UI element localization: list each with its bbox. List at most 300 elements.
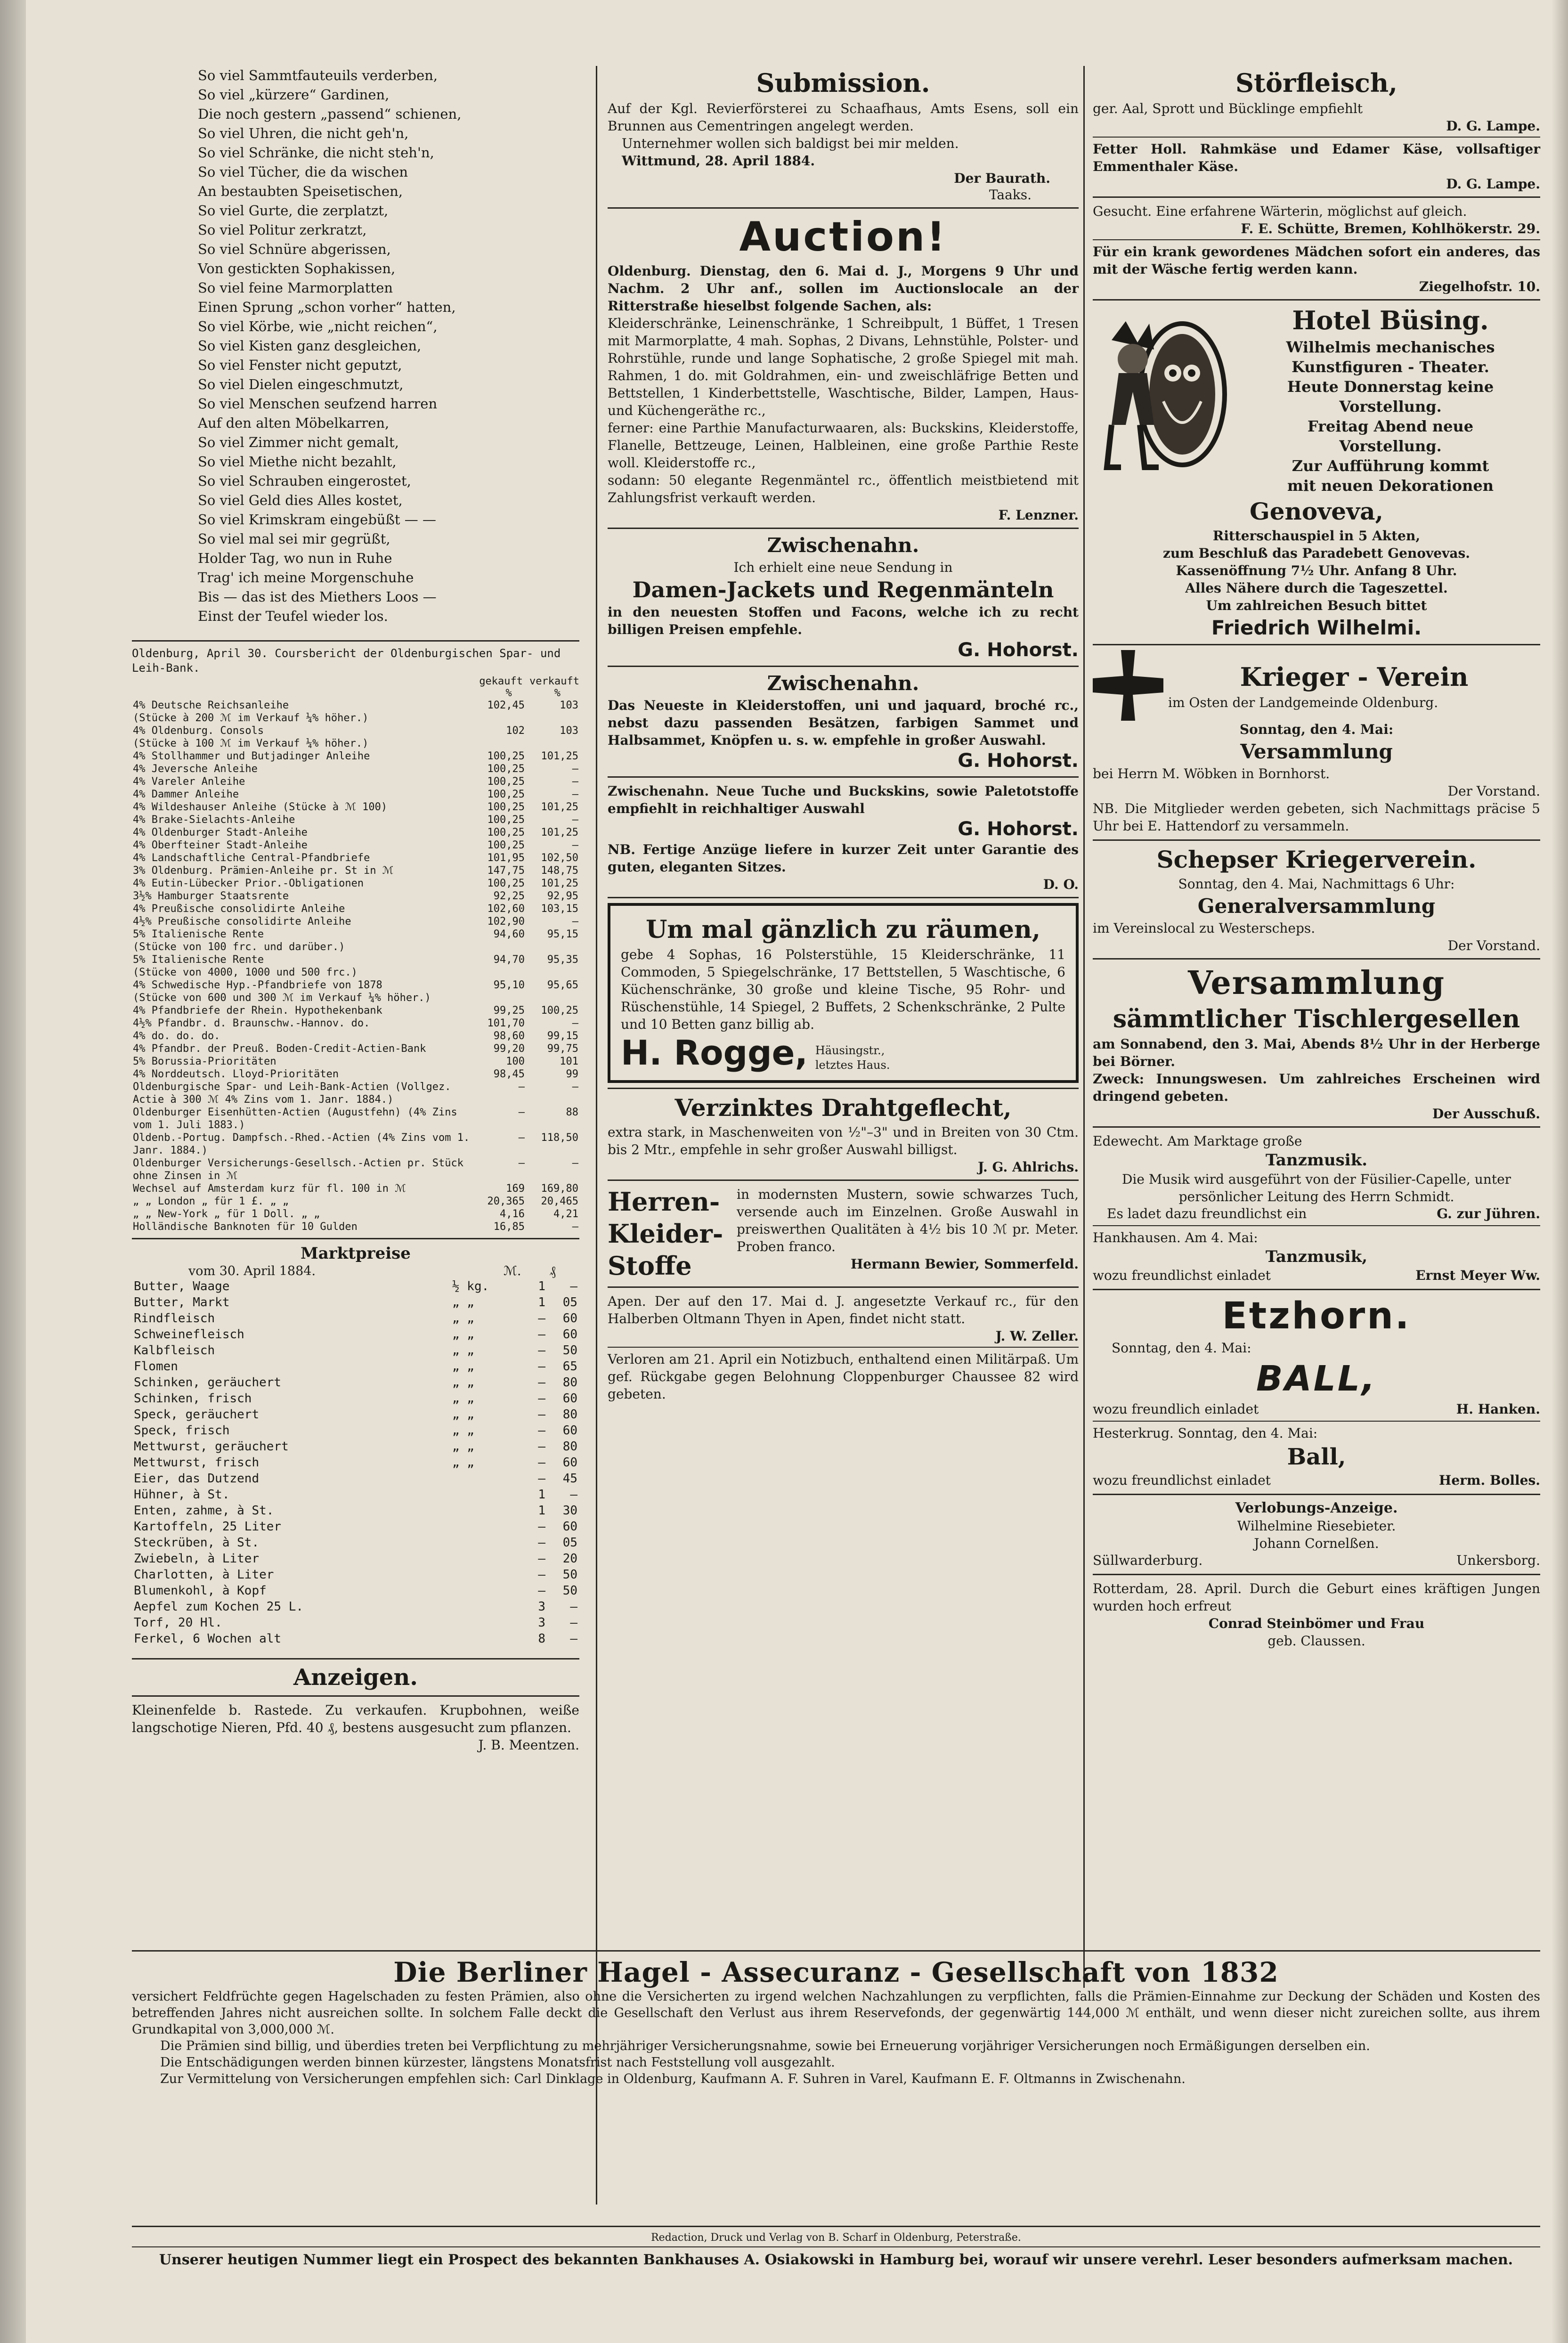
course-name: 4% Pfandbriefe der Rhein. Hypothekenbank xyxy=(133,1005,382,1017)
market-pfennig: 60 xyxy=(562,1327,577,1342)
market-unit: „ „ xyxy=(452,1456,474,1470)
course-sold: — xyxy=(572,1157,578,1169)
poem-line: So viel Geld dies Alles kostet, xyxy=(198,492,403,508)
ad-auction xyxy=(608,213,1079,523)
hotel-l4: Alles Nähere durch die Tageszettel. xyxy=(1185,580,1448,596)
jester-owl-illustration xyxy=(1093,307,1234,481)
market-item: Enten, zahme, à St. xyxy=(134,1504,274,1518)
market-row xyxy=(132,1631,579,1647)
poem-line: So viel Miethe nicht bezahlt, xyxy=(198,454,397,470)
etzhorn-event: BALL, xyxy=(1256,1359,1377,1399)
course-bought: 100,25 xyxy=(487,776,525,788)
market-unit: „ „ xyxy=(452,1440,474,1454)
herren-sig: Hermann Bewier, Sommerfeld. xyxy=(850,1256,1079,1272)
course-bought: 16,85 xyxy=(493,1221,525,1233)
market-pfennig: 50 xyxy=(562,1568,577,1582)
divider xyxy=(1093,958,1540,960)
market-mark: 8 xyxy=(538,1632,545,1646)
ads-title: Anzeigen. xyxy=(293,1664,418,1691)
market-mark: — xyxy=(538,1407,545,1422)
course-bought: — xyxy=(518,1157,525,1169)
course-bought xyxy=(472,966,526,979)
course-bought: 100 xyxy=(506,1056,525,1067)
stoer-sig: D. G. Lampe. xyxy=(1446,118,1540,134)
ad-hotel-buesing xyxy=(1093,305,1540,639)
market-pfennig: 05 xyxy=(562,1536,577,1550)
krieger-title: Krieger - Verein xyxy=(1240,661,1469,692)
course-bought: 102,60 xyxy=(487,903,525,915)
hagel-p1: versichert Feldfrüchte gegen Hagelschaden zu festen Prämien, also ohne die Versicherten zu irgend welchen Nachzahlungen zu verpflichten, falls die Prämien-Einnahme zur Deckung der Schäden und Kosten des betreffenden Jahres nicht ausreichen sollte. In solchem Falle deckt die Gesellschaft den Verlust aus ihrem Reservefonds, der gegenwärtig 144,000 ℳ enthält, und wenn dieser nicht zureichen sollte, aus ihrem Grundkapital von 3,000,000 ℳ. xyxy=(132,1989,1540,2037)
market-row xyxy=(132,1471,579,1487)
submission-title: Submission. xyxy=(756,68,930,98)
submission-text2: Unternehmer wollen sich baldigst bei mir melden. xyxy=(622,136,959,151)
column-3 xyxy=(1093,66,1540,1650)
course-bought: 101,95 xyxy=(487,852,525,864)
verlobung-n2: Johann Cornelßen. xyxy=(1254,1536,1379,1551)
course-sold: 169,80 xyxy=(541,1183,578,1195)
course-sold xyxy=(526,941,579,953)
market-mark: 1 xyxy=(538,1279,545,1294)
market-mark: — xyxy=(538,1440,545,1454)
divider xyxy=(1093,644,1540,645)
krieger-event: Versammlung xyxy=(1240,740,1393,763)
ad-zwischenahn-3 xyxy=(608,782,1079,892)
stoer-text2: Fetter Holl. Rahmkäse und Edamer Käse, vollsaftiger Emmenthaler Käse. xyxy=(1093,141,1540,174)
course-name: „ „ London „ für 1 £. „ „ xyxy=(133,1196,289,1207)
hank-text: Hankhausen. Am 4. Mai: xyxy=(1093,1230,1258,1245)
auction-sodann: sodann: 50 elegante Regenmäntel rc., öffentlich meistbietend mit Zahlungsfrist verkauft werden. xyxy=(608,472,1079,505)
market-mark: — xyxy=(538,1520,545,1534)
zw3-text: Zwischenahn. Neue Tuche und Buckskins, sowie Paletotstoffe empfiehlt in reichhaltiger Auswahl xyxy=(608,783,1079,816)
hester-sig: Herm. Bolles. xyxy=(1438,1473,1540,1488)
course-bought: 100,25 xyxy=(487,801,525,813)
market-row xyxy=(132,1423,579,1439)
market-item: Charlotten, à Liter xyxy=(134,1568,274,1582)
course-name: 4% Oldenburger Stadt-Anleihe xyxy=(133,827,308,838)
course-row xyxy=(132,724,579,737)
market-item: Mettwurst, geräuchert xyxy=(134,1440,289,1454)
market-unit: „ „ xyxy=(452,1424,474,1438)
course-name: 4% Vareler Anleihe xyxy=(133,776,245,788)
poem-line: So viel Kisten ganz desgleichen, xyxy=(198,338,422,354)
col-mark: ℳ. xyxy=(504,1264,521,1278)
market-unit: „ „ xyxy=(452,1343,474,1358)
market-item: Butter, Markt xyxy=(134,1295,230,1310)
market-item: Zwiebeln, à Liter xyxy=(134,1552,260,1566)
market-pfennig: 80 xyxy=(562,1407,577,1422)
poem-line: So viel Sammtfauteuils verderben, xyxy=(198,67,438,83)
tischler-title: Versammlung xyxy=(1187,964,1446,1002)
market-pfennig: 60 xyxy=(562,1424,577,1438)
market-unit xyxy=(450,1471,515,1487)
course-name: Oldenburgische Spar- und Leih-Bank-Actien (Vollgez. Actie à 300 ℳ 4% Zins vom 1. Janr. 1884.) xyxy=(133,1081,451,1106)
course-name: Wechsel auf Amsterdam kurz für fl. 100 in ℳ xyxy=(133,1183,406,1195)
raeumen-name: H. Rogge, xyxy=(621,1033,808,1073)
course-row xyxy=(132,1208,579,1220)
schepser-title: Schepser Kriegerverein. xyxy=(1156,846,1477,873)
divider xyxy=(1093,137,1540,138)
market-prices xyxy=(132,1244,579,1647)
course-sold: 95,15 xyxy=(547,928,578,940)
course-sold: — xyxy=(572,763,578,775)
krieger-nb: NB. Die Mitglieder werden gebeten, sich Nachmittags präcise 5 Uhr bei E. Hattendorf zu versammeln. xyxy=(1093,801,1540,834)
divider xyxy=(132,1950,1540,1952)
market-unit: „ „ xyxy=(452,1359,474,1374)
market-pfennig: 65 xyxy=(562,1359,577,1374)
course-name: (Stücke à 200 ℳ im Verkauf ¼% höher.) xyxy=(133,712,369,724)
course-name: 4% Preußische consolidirte Anleihe xyxy=(133,903,345,915)
course-name: (Stücke von 600 und 300 ℳ im Verkauf ¼% höher.) xyxy=(133,992,431,1004)
market-unit: „ „ xyxy=(452,1375,474,1390)
ad-etzhorn xyxy=(1093,1295,1540,1418)
course-sold: — xyxy=(572,1017,578,1029)
course-bought: — xyxy=(518,1081,525,1093)
poem-line: Trag' ich meine Morgenschuhe xyxy=(198,569,414,586)
course-sold: 99 xyxy=(566,1068,578,1080)
course-name: Oldenburger Versicherungs-Gesellsch.-Actien pr. Stück ohne Zinsen in ℳ xyxy=(133,1157,463,1182)
course-row xyxy=(132,953,579,966)
market-unit xyxy=(450,1567,515,1583)
market-pfennig: 60 xyxy=(562,1391,577,1406)
course-row xyxy=(132,1157,579,1182)
poem-line: Holder Tag, wo nun in Ruhe xyxy=(198,550,392,566)
schepser-sig: Der Vorstand. xyxy=(1447,938,1540,953)
rotterdam-n1: Conrad Steinbömer und Frau xyxy=(1208,1616,1425,1631)
auction-ferner: ferner: eine Parthie Manufacturwaaren, als: Buckskins, Kleiderstoffe, Flanelle, Bettzeuge, Leinen, Halbleinen, eine große Parthie Reste woll. Kleiderstoffe rc., xyxy=(608,420,1079,471)
krieger-where: bei Herrn M. Wöbken in Bornhorst. xyxy=(1093,766,1330,781)
poem-line: So viel Schnüre abgerissen, xyxy=(198,241,391,257)
course-bought: 4,16 xyxy=(500,1208,525,1220)
auction-sig: F. Lenzner. xyxy=(998,507,1079,523)
krieger-sig: Der Vorstand. xyxy=(1447,783,1540,799)
verlobung-title: Verlobungs-Anzeige. xyxy=(1235,1500,1398,1516)
course-sold: — xyxy=(572,1081,578,1093)
market-unit xyxy=(450,1583,515,1599)
poem-line: So viel Menschen seufzend harren xyxy=(198,396,438,412)
course-row xyxy=(132,915,579,928)
course-bought: 98,60 xyxy=(493,1030,525,1042)
market-mark: — xyxy=(538,1456,545,1470)
herren-title2: Kleider- xyxy=(608,1219,723,1249)
herren-text: in modernsten Mustern, sowie schwarzes Tuch, versende auch im Einzelnen. Große Auswahl in preiswerthen Qualitäten à 4½ bis 10 ℳ pr. Meter. Proben franco. xyxy=(737,1187,1079,1254)
course-row xyxy=(132,788,579,801)
market-row xyxy=(132,1326,579,1342)
edewecht-title: Tanzmusik. xyxy=(1265,1151,1368,1170)
market-mark: — xyxy=(538,1391,545,1406)
market-row xyxy=(132,1487,579,1503)
market-unit: ½ kg. xyxy=(452,1279,489,1294)
divider xyxy=(608,1180,1079,1181)
course-bought: 98,45 xyxy=(493,1068,525,1080)
divider xyxy=(608,897,1079,898)
course-bought: 100,25 xyxy=(487,763,525,775)
course-sold: — xyxy=(572,916,578,927)
market-pfennig: — xyxy=(570,1279,577,1294)
hotel-play: Genoveva, xyxy=(1250,497,1383,525)
market-mark: — xyxy=(538,1536,545,1550)
course-row xyxy=(132,877,579,890)
ad-gesucht: Gesucht. Eine erfahrene Wärterin, möglichst auf gleich. xyxy=(1093,203,1467,219)
zw2-title: Zwischenahn. xyxy=(767,672,919,695)
course-row xyxy=(132,1182,579,1195)
poem-line: So viel Krimskram eingebüßt — — xyxy=(198,512,437,528)
course-row xyxy=(132,979,579,992)
course-name: 4% Deutsche Reichsanleihe xyxy=(133,700,289,711)
market-table xyxy=(132,1278,579,1647)
course-sold: 95,35 xyxy=(547,954,578,966)
market-item: Flomen xyxy=(134,1359,178,1374)
unit-percent: % xyxy=(554,687,561,699)
page-edge xyxy=(1552,0,1568,2343)
zw2-text: Das Neueste in Kleiderstoffen, uni und jaquard, broché rc., nebst dazu passenden Besätzen, farbigen Sammet und Halbsammet, Knöpfen u. s. w. empfehle in großer Auswahl. xyxy=(608,698,1079,748)
course-sold: 101,25 xyxy=(541,878,578,889)
zw1-l2: Damen-Jackets und Regenmänteln xyxy=(632,577,1054,602)
market-item: Steckrüben, à St. xyxy=(134,1536,260,1550)
market-mark: 1 xyxy=(538,1295,545,1310)
submission-sig1: Der Baurath. xyxy=(954,171,1050,186)
ad-zwischenahn-2 xyxy=(608,672,1079,772)
hotel-l2: zum Beschluß das Paradebett Genovevas. xyxy=(1162,545,1471,561)
course-row xyxy=(132,801,579,814)
divider xyxy=(132,640,579,642)
market-item: Speck, geräuchert xyxy=(134,1407,260,1422)
course-row xyxy=(132,1068,579,1081)
market-pfennig: 80 xyxy=(562,1440,577,1454)
course-bought: 99,20 xyxy=(493,1043,525,1055)
course-bought: 99,25 xyxy=(493,1005,525,1017)
auction-lead: Oldenburg. Dienstag, den 6. Mai d. J., Morgens 9 Uhr und Nachm. 2 Uhr anf., sollen im Auctionslocale an der Ritterstraße hieselbst folgende Sachen, als: xyxy=(608,263,1079,314)
market-item: Ferkel, 6 Wochen alt xyxy=(134,1632,282,1646)
tischler-sub: sämmtlicher Tischlergesellen xyxy=(1113,1005,1520,1033)
market-row xyxy=(132,1310,579,1326)
course-row xyxy=(132,1081,579,1106)
course-sold: — xyxy=(572,776,578,788)
market-item: Blumenkohl, à Kopf xyxy=(134,1584,267,1598)
course-bought: 100,25 xyxy=(487,750,525,762)
course-name: 5% Italienische Rente xyxy=(133,928,264,940)
course-row xyxy=(132,699,579,712)
course-name: 4% Landschaftliche Central-Pfandbriefe xyxy=(133,852,370,864)
ad-hankhausen xyxy=(1093,1229,1540,1284)
course-bought xyxy=(472,737,526,750)
divider xyxy=(1093,1225,1540,1226)
poem xyxy=(132,66,579,626)
market-item: Kalbfleisch xyxy=(134,1343,215,1358)
schepser-date: Sonntag, den 4. Mai, Nachmittags 6 Uhr: xyxy=(1178,876,1455,892)
course-name: Oldenburger Eisenhütten-Actien (Augustfehn) (4% Zins vom 1. Juli 1883.) xyxy=(133,1106,457,1131)
course-row xyxy=(132,1042,579,1055)
ad-maedchen: Für ein krank gewordenes Mädchen sofort ein anderes, das mit der Wäsche fertig werden kann. xyxy=(1093,244,1540,277)
course-bought: 147,75 xyxy=(487,865,525,877)
market-mark: — xyxy=(538,1359,545,1374)
course-sold: 101,25 xyxy=(541,750,578,762)
poem-line: An bestaubten Speisetischen, xyxy=(198,183,403,199)
divider xyxy=(608,528,1079,529)
course-name: (Stücke von 100 frc. und darüber.) xyxy=(133,941,345,953)
imprint: Redaction, Druck und Verlag von B. Scharf in Oldenburg, Peterstraße. xyxy=(651,2232,1021,2244)
divider xyxy=(1093,196,1540,198)
hotel-l3: Kassenöffnung 7½ Uhr. Anfang 8 Uhr. xyxy=(1176,563,1457,578)
course-row xyxy=(132,763,579,775)
ad-schepser xyxy=(1093,846,1540,953)
course-report xyxy=(132,646,579,1233)
tischler-zweck: Zweck: Innungswesen. Um zahlreiches Erscheinen wird dringend gebeten. xyxy=(1093,1071,1540,1104)
course-sold: 102,50 xyxy=(541,852,578,864)
market-row xyxy=(132,1294,579,1310)
verlobung-p1: Süllwarderburg. xyxy=(1093,1553,1203,1568)
market-row xyxy=(132,1535,579,1551)
course-name: Holländische Banknoten für 10 Gulden xyxy=(133,1221,357,1233)
market-unit: „ „ xyxy=(452,1407,474,1422)
market-row xyxy=(132,1583,579,1599)
divider xyxy=(1093,239,1540,240)
poem-line: So viel Körbe, wie „nicht reichen“, xyxy=(198,318,438,334)
market-pfennig: 60 xyxy=(562,1456,577,1470)
column-2 xyxy=(608,66,1079,1403)
market-item: Eier, das Dutzend xyxy=(134,1472,260,1486)
market-item: Rindfleisch xyxy=(134,1311,215,1326)
course-bought: 102,45 xyxy=(487,700,525,711)
course-name: 5% Borussia-Prioritäten xyxy=(133,1056,276,1067)
course-bought: 94,70 xyxy=(493,954,525,966)
ad-stoerfleisch xyxy=(1093,68,1540,192)
course-row xyxy=(132,928,579,941)
course-row xyxy=(132,839,579,852)
market-pfennig: 60 xyxy=(562,1311,577,1326)
tischler-sig: Der Ausschuß. xyxy=(1432,1106,1540,1122)
market-unit xyxy=(450,1487,515,1503)
course-report-units xyxy=(132,687,579,699)
etzhorn-title: Etzhorn. xyxy=(1222,1295,1411,1337)
market-subtitle-row xyxy=(132,1264,579,1278)
market-mark: 1 xyxy=(538,1504,545,1518)
poem-line: Auf den alten Möbelkarren, xyxy=(198,415,390,431)
course-sold: 88 xyxy=(566,1106,578,1118)
market-row xyxy=(132,1503,579,1519)
market-pfennig: 80 xyxy=(562,1375,577,1390)
ad-kleinenfelde-sig: J. B. Meentzen. xyxy=(478,1737,579,1753)
col-pfennig: ₰ xyxy=(549,1264,556,1278)
course-sold xyxy=(526,992,579,1004)
page-gutter xyxy=(0,0,26,2343)
course-sold: 101,25 xyxy=(541,801,578,813)
market-pfennig: 20 xyxy=(562,1552,577,1566)
course-sold: — xyxy=(572,789,578,800)
auction-items: Kleiderschränke, Leinenschränke, 1 Schreibpult, 1 Büffet, 1 Tresen mit Marmorplatte, 4 mah. Sophas, 2 Divans, Lehnstühle, Polster- und Rohrstühle, runde und lange Sophatische, 2 große Spiegel mit mah. Rahmen, 1 do. mit Goldrahmen, ein- und zweischläfrige Betten und Bettstellen, 1 Kinderbettstelle, Waschtische, Bilder, Lampen, Haus- und Küchengeräthe rc., xyxy=(608,316,1079,418)
market-row xyxy=(132,1615,579,1631)
poem-line: So viel Politur zerkratzt, xyxy=(198,222,367,238)
iron-cross-icon xyxy=(1093,650,1163,721)
market-unit xyxy=(450,1599,515,1615)
course-sold: 92,95 xyxy=(547,890,578,902)
poem-line: Die noch gestern „passend“ schienen, xyxy=(198,106,462,122)
course-row xyxy=(132,966,579,979)
market-item: Aepfel zum Kochen 25 L. xyxy=(134,1600,304,1614)
etzhorn-sig: H. Hanken. xyxy=(1456,1401,1540,1417)
course-row xyxy=(132,992,579,1004)
market-subtitle: vom 30. April 1884. xyxy=(188,1264,316,1278)
hagel-p3: Die Entschädigungen werden binnen kürzester, längstens Monatsfrist nach Feststellung voll ausgezahlt. xyxy=(160,2055,835,2070)
page-footer xyxy=(132,2221,1540,2270)
poem-line: So viel Schrauben eingerostet, xyxy=(198,473,411,489)
poem-line: So viel „kürzere“ Gardinen, xyxy=(198,87,390,103)
verlobung-p2: Unkersborg. xyxy=(1456,1553,1540,1568)
verlobung-n1: Wilhelmine Riesebieter. xyxy=(1237,1518,1396,1534)
hotel-line: Heute Donnerstag keine xyxy=(1287,378,1494,396)
zw1-l3: in den neuesten Stoffen und Facons, welche ich zu recht billigen Preisen empfehle. xyxy=(608,604,1079,637)
course-row xyxy=(132,1004,579,1017)
divider xyxy=(608,1286,1079,1288)
market-pfennig: — xyxy=(570,1488,577,1502)
course-bought: 100,25 xyxy=(487,814,525,826)
market-pfennig: 50 xyxy=(562,1343,577,1358)
poem-line: So viel Fenster nicht geputzt, xyxy=(198,357,402,373)
ad-apen: Apen. Der auf den 17. Mai d. J. angesetzte Verkauf rc., für den Halberben Oltmann Thyen in Apen, findet nicht statt. xyxy=(608,1294,1079,1326)
course-sold: 103 xyxy=(560,725,578,737)
course-name: 4% Brake-Sielachts-Anleihe xyxy=(133,814,295,826)
zw2-sig: G. Hohorst. xyxy=(958,750,1079,772)
hagel-ad xyxy=(132,1945,1540,2087)
column-rule-left xyxy=(596,66,597,2205)
course-row xyxy=(132,890,579,903)
unit-percent: % xyxy=(505,687,512,699)
market-mark: — xyxy=(538,1552,545,1566)
course-bought: 92,25 xyxy=(493,890,525,902)
market-item: Schweinefleisch xyxy=(134,1327,244,1342)
schepser-event: Generalversammlung xyxy=(1197,895,1436,918)
market-unit xyxy=(450,1551,515,1567)
market-unit: „ „ xyxy=(452,1295,474,1310)
krieger-date: Sonntag, den 4. Mai: xyxy=(1239,722,1394,737)
course-sold: 118,50 xyxy=(541,1132,578,1144)
ad-tischler xyxy=(1093,964,1540,1122)
stoer-sig2: D. G. Lampe. xyxy=(1446,176,1540,192)
course-sold: — xyxy=(572,839,578,851)
market-row xyxy=(132,1407,579,1423)
divider xyxy=(132,1658,579,1660)
course-sold xyxy=(526,712,579,724)
draht-sig: J. G. Ahlrichs. xyxy=(977,1159,1079,1175)
hester-text: Hesterkrug. Sonntag, den 4. Mai: xyxy=(1093,1425,1318,1441)
hagel-p4: Zur Vermittelung von Versicherungen empfehlen sich: Carl Dinklage in Oldenburg, Kaufmann A. F. Suhren in Varel, Kaufmann E. F. Oltmanns in Zwischenahn. xyxy=(160,2072,1186,2086)
market-row xyxy=(132,1439,579,1455)
market-mark: — xyxy=(538,1375,545,1390)
course-bought: 169 xyxy=(506,1183,525,1195)
course-bought xyxy=(472,992,526,1004)
course-bought: — xyxy=(518,1132,525,1144)
poem-line: Von gestickten Sophakissen, xyxy=(198,260,396,277)
course-bought: 94,60 xyxy=(493,928,525,940)
herren-title3: Stoffe xyxy=(608,1251,692,1281)
column-rule-right xyxy=(1083,66,1085,1988)
market-item: Butter, Waage xyxy=(134,1279,230,1294)
hotel-line: Freitag Abend neue xyxy=(1307,417,1474,435)
hank-invite: wozu freundlichst einladet xyxy=(1093,1268,1271,1283)
poem-line: So viel Tücher, die da wischen xyxy=(198,164,408,180)
hotel-title: Hotel Büsing. xyxy=(1292,305,1489,335)
market-mark: — xyxy=(538,1327,545,1342)
course-bought: 101,70 xyxy=(487,1017,525,1029)
market-unit xyxy=(450,1615,515,1631)
submission-sig2: Taaks. xyxy=(989,187,1032,203)
poem-line: Einst der Teufel wieder los. xyxy=(198,608,388,624)
hotel-line: mit neuen Dekorationen xyxy=(1287,477,1494,495)
course-name: 4% Schwedische Hyp.-Pfandbriefe von 1878 xyxy=(133,979,382,991)
etzhorn-invite: wozu freundlich einladet xyxy=(1093,1401,1259,1417)
submission-date: Wittmund, 28. April 1884. xyxy=(622,153,815,169)
course-name: 3% Oldenburg. Prämien-Anleihe pr. St in ℳ xyxy=(133,865,394,877)
edewecht-text2: Die Musik wird ausgeführt von der Füsilier-Capelle, unter persönlicher Leitung des Herrn Schmidt. xyxy=(1121,1172,1511,1204)
